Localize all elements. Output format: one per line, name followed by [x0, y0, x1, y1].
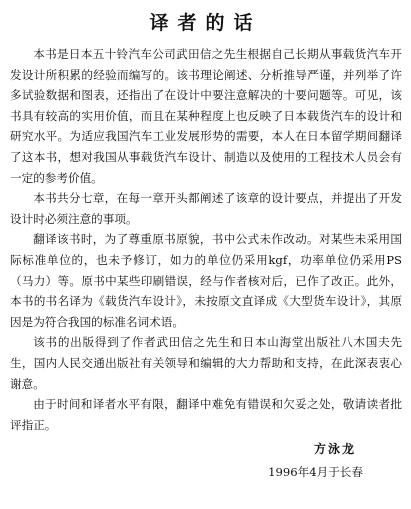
- document-body: [10, 44, 402, 435]
- signature-date: 1996年4月于长春: [268, 465, 363, 479]
- page-title: 译者的话: [149, 12, 262, 34]
- paragraph-structure: 本书共分七章，在每一章开头都阐述了该章的设计要点，并提出了开发设计时必须注意的事项。: [10, 191, 402, 226]
- translator-name: 方泳龙: [313, 442, 356, 456]
- paragraph-translation-notes: 翻译该书时，为了尊重原书原貌，书中公式未作改动。对某些未采用国际标准单位的，也未予修订，如力的单位仍采用kgf，功率单位仍采用PS（马力）等。原书中某些印刷错误，经与作者核对后，已作了改正。此外，本书的书名译为《载货汽车设计》，未按原文直译成《大型货车设计》，其原因是为符合我国的标准名词术语。: [10, 232, 402, 329]
- paragraph-closing: 由于时间和译者水平有限，翻译中难免有错误和欠妥之处，敬请读者批评指正。: [10, 397, 402, 432]
- paragraph-intro: 本书是日本五十铃汽车公司武田信之先生根据自己长期从事载货汽车开发设计所积累的经验而编写的。该书理论阐述、分析推导严谨，并列举了许多试验数据和图表，还指出了在设计中要注意解决的十要问题等。可见，该书具有较高的实用价值，而且在某种程度上也反映了日本载货汽车的设计和研究水平。为适应我国汽车工业发展形势的需要，本人在日本留学期间翻译了这本书，想对我国从事载货汽车设计、制造以及使用的工程技术人员会有一定的参考价值。: [10, 47, 402, 185]
- paragraph-acknowledgements: 该书的出版得到了作者武田信之先生和日本山海堂出版社八木国夫先生，国内人民交通出版社有关领导和编辑的大力帮助和支持，在此深表衷心谢意。: [10, 335, 402, 391]
